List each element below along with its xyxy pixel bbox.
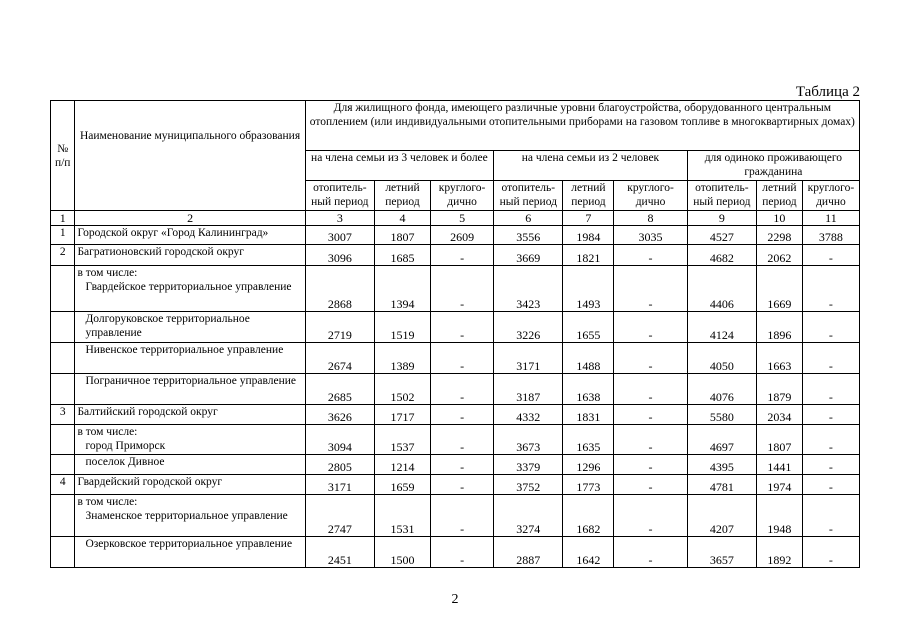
- value-cell: -: [802, 245, 859, 266]
- value-cell: 3007: [305, 226, 374, 245]
- row-number: [51, 537, 75, 568]
- value-cell: -: [431, 495, 494, 537]
- row-number: [51, 425, 75, 455]
- value-cell: 1659: [374, 475, 430, 495]
- value-cell: 3226: [494, 312, 563, 343]
- municipality-name: [75, 475, 305, 495]
- sub-unit-label: Пограничное территориальное управление: [85, 375, 296, 387]
- value-cell: 4697: [687, 425, 756, 455]
- value-cell: -: [802, 425, 859, 455]
- value-cell: 1807: [757, 425, 803, 455]
- value-cell: -: [614, 245, 687, 266]
- column-index: 4: [374, 211, 430, 226]
- value-cell: -: [614, 266, 687, 312]
- value-cell: 1669: [757, 266, 803, 312]
- row-number: 4: [51, 475, 75, 495]
- header-period: отопитель-ный период: [687, 181, 756, 211]
- value-cell: 4682: [687, 245, 756, 266]
- row-number: [51, 374, 75, 405]
- municipality-name: [75, 405, 305, 425]
- value-cell: -: [802, 374, 859, 405]
- row-number: [51, 495, 75, 537]
- sub-unit-label: поселок Дивное: [85, 456, 165, 468]
- municipality-label: Гвардейский городской округ: [77, 476, 223, 488]
- value-cell: -: [802, 266, 859, 312]
- header-period: летний период: [757, 181, 803, 211]
- column-index: 8: [614, 211, 687, 226]
- sub-unit-label: Долгоруковское территориальное управление: [85, 313, 250, 339]
- column-index: 2: [75, 211, 305, 226]
- value-cell: 1394: [374, 266, 430, 312]
- value-cell: 3171: [494, 343, 563, 374]
- value-cell: 2451: [305, 537, 374, 568]
- value-cell: 4207: [687, 495, 756, 537]
- header-period: летний период: [563, 181, 614, 211]
- value-cell: 1493: [563, 266, 614, 312]
- municipality-name: [75, 266, 305, 312]
- column-index: 5: [431, 211, 494, 226]
- header-group-1: для одиноко проживающего гражданина: [687, 151, 859, 181]
- row-number: [51, 266, 75, 312]
- value-cell: -: [802, 455, 859, 475]
- value-cell: -: [614, 455, 687, 475]
- value-cell: 3788: [802, 226, 859, 245]
- value-cell: -: [431, 425, 494, 455]
- table-row: [51, 475, 860, 495]
- value-cell: -: [802, 495, 859, 537]
- table-row: [51, 495, 860, 537]
- row-number: 2: [51, 245, 75, 266]
- municipality-name: [75, 374, 305, 405]
- value-cell: -: [614, 425, 687, 455]
- value-cell: 1974: [757, 475, 803, 495]
- value-cell: 1879: [757, 374, 803, 405]
- sub-unit-label: город Приморск: [85, 440, 166, 452]
- sub-unit-label: Озерковское территориальное управление: [85, 538, 293, 550]
- value-cell: -: [431, 374, 494, 405]
- value-cell: 3423: [494, 266, 563, 312]
- value-cell: -: [614, 537, 687, 568]
- table-row: [51, 455, 860, 475]
- header-period: отопитель-ный период: [305, 181, 374, 211]
- table-row: [51, 312, 860, 343]
- value-cell: -: [614, 312, 687, 343]
- municipality-label: Багратионовский городской округ: [77, 246, 244, 258]
- municipality-label: в том числе:: [77, 426, 138, 438]
- table-row: [51, 245, 860, 266]
- value-cell: 3035: [614, 226, 687, 245]
- table-row: [51, 226, 860, 245]
- table-row: [51, 537, 860, 568]
- column-index: 10: [757, 211, 803, 226]
- value-cell: 1896: [757, 312, 803, 343]
- value-cell: 2034: [757, 405, 803, 425]
- value-cell: 1441: [757, 455, 803, 475]
- table-row: [51, 425, 860, 455]
- value-cell: 4332: [494, 405, 563, 425]
- value-cell: -: [614, 495, 687, 537]
- header-name: Наименование муниципального образования: [75, 101, 305, 211]
- value-cell: 3673: [494, 425, 563, 455]
- header-period: круглого-дично: [614, 181, 687, 211]
- value-cell: 1502: [374, 374, 430, 405]
- value-cell: 1500: [374, 537, 430, 568]
- value-cell: 1685: [374, 245, 430, 266]
- row-number: [51, 312, 75, 343]
- value-cell: 4406: [687, 266, 756, 312]
- value-cell: 1488: [563, 343, 614, 374]
- value-cell: 3094: [305, 425, 374, 455]
- value-cell: 2609: [431, 226, 494, 245]
- value-cell: -: [802, 312, 859, 343]
- value-cell: 5580: [687, 405, 756, 425]
- value-cell: -: [431, 537, 494, 568]
- municipality-name: [75, 495, 305, 537]
- column-index: 7: [563, 211, 614, 226]
- sub-unit-label: Знаменское территориальное управление: [85, 510, 288, 522]
- value-cell: 1642: [563, 537, 614, 568]
- value-cell: -: [802, 343, 859, 374]
- value-cell: 2805: [305, 455, 374, 475]
- column-index: 6: [494, 211, 563, 226]
- norms-table: [50, 100, 860, 568]
- municipality-name: [75, 312, 305, 343]
- value-cell: 3657: [687, 537, 756, 568]
- value-cell: -: [802, 475, 859, 495]
- value-cell: 4076: [687, 374, 756, 405]
- table-caption: Таблица 2: [795, 84, 860, 100]
- value-cell: 3626: [305, 405, 374, 425]
- value-cell: 1984: [563, 226, 614, 245]
- header-period: летний период: [374, 181, 430, 211]
- header-group-2: на члена семьи из 2 человек: [494, 151, 688, 181]
- table-row: [51, 266, 860, 312]
- row-number: [51, 455, 75, 475]
- value-cell: -: [614, 374, 687, 405]
- sub-unit-label: Нивенское территориальное управление: [85, 344, 284, 356]
- value-cell: -: [431, 405, 494, 425]
- value-cell: 3556: [494, 226, 563, 245]
- municipality-name: [75, 537, 305, 568]
- value-cell: 2062: [757, 245, 803, 266]
- value-cell: -: [431, 266, 494, 312]
- municipality-label: Балтийский городской округ: [77, 406, 218, 418]
- value-cell: 1635: [563, 425, 614, 455]
- header-group-3: на члена семьи из 3 человек и более: [305, 151, 493, 181]
- value-cell: -: [431, 312, 494, 343]
- value-cell: 1214: [374, 455, 430, 475]
- value-cell: 1807: [374, 226, 430, 245]
- value-cell: 2674: [305, 343, 374, 374]
- value-cell: 2298: [757, 226, 803, 245]
- value-cell: 1948: [757, 495, 803, 537]
- value-cell: 2719: [305, 312, 374, 343]
- header-num: № п/п: [51, 101, 75, 211]
- municipality-label: в том числе:: [77, 267, 138, 279]
- municipality-label: Городской округ «Город Калининград»: [77, 227, 269, 239]
- header-period: круглого-дично: [802, 181, 859, 211]
- value-cell: -: [802, 537, 859, 568]
- value-cell: 3669: [494, 245, 563, 266]
- header-period: круглого-дично: [431, 181, 494, 211]
- value-cell: -: [802, 405, 859, 425]
- value-cell: 1296: [563, 455, 614, 475]
- value-cell: 2868: [305, 266, 374, 312]
- column-index: 11: [802, 211, 859, 226]
- row-number: 3: [51, 405, 75, 425]
- value-cell: -: [614, 405, 687, 425]
- value-cell: -: [431, 455, 494, 475]
- municipality-name: [75, 226, 305, 245]
- value-cell: -: [614, 475, 687, 495]
- sub-unit-label: Гвардейское территориальное управление: [85, 281, 292, 293]
- value-cell: 4050: [687, 343, 756, 374]
- value-cell: 3096: [305, 245, 374, 266]
- table-row: [51, 374, 860, 405]
- value-cell: 1531: [374, 495, 430, 537]
- value-cell: 4527: [687, 226, 756, 245]
- value-cell: -: [431, 475, 494, 495]
- column-index: 3: [305, 211, 374, 226]
- value-cell: 3187: [494, 374, 563, 405]
- value-cell: 1537: [374, 425, 430, 455]
- municipality-name: [75, 455, 305, 475]
- value-cell: 1663: [757, 343, 803, 374]
- municipality-name: [75, 245, 305, 266]
- header-main: Для жилищного фонда, имеющего различные уровни благоустройства, оборудованного центральным отоплением (или индивидуальными отопительными приборами на газовом топливе в многоквартирных домах): [305, 101, 859, 151]
- value-cell: 1831: [563, 405, 614, 425]
- value-cell: -: [614, 343, 687, 374]
- column-index-row: [51, 211, 860, 226]
- value-cell: 3171: [305, 475, 374, 495]
- value-cell: 1389: [374, 343, 430, 374]
- value-cell: 1655: [563, 312, 614, 343]
- row-number: [51, 343, 75, 374]
- municipality-label: в том числе:: [77, 496, 138, 508]
- value-cell: 1717: [374, 405, 430, 425]
- value-cell: 2747: [305, 495, 374, 537]
- table-body: [51, 226, 860, 568]
- value-cell: 3752: [494, 475, 563, 495]
- table-row: [51, 405, 860, 425]
- value-cell: 4124: [687, 312, 756, 343]
- municipality-name: [75, 343, 305, 374]
- page-number: 2: [451, 592, 459, 607]
- value-cell: 1682: [563, 495, 614, 537]
- value-cell: 3379: [494, 455, 563, 475]
- value-cell: -: [431, 343, 494, 374]
- table-row: [51, 343, 860, 374]
- column-index: 9: [687, 211, 756, 226]
- value-cell: 2685: [305, 374, 374, 405]
- value-cell: 4781: [687, 475, 756, 495]
- value-cell: 4395: [687, 455, 756, 475]
- value-cell: 1638: [563, 374, 614, 405]
- value-cell: 2887: [494, 537, 563, 568]
- value-cell: 1519: [374, 312, 430, 343]
- value-cell: 3274: [494, 495, 563, 537]
- header-period: отопитель-ный период: [494, 181, 563, 211]
- value-cell: 1892: [757, 537, 803, 568]
- municipality-name: [75, 425, 305, 455]
- row-number: 1: [51, 226, 75, 245]
- value-cell: 1821: [563, 245, 614, 266]
- column-index: 1: [51, 211, 75, 226]
- value-cell: -: [431, 245, 494, 266]
- value-cell: 1773: [563, 475, 614, 495]
